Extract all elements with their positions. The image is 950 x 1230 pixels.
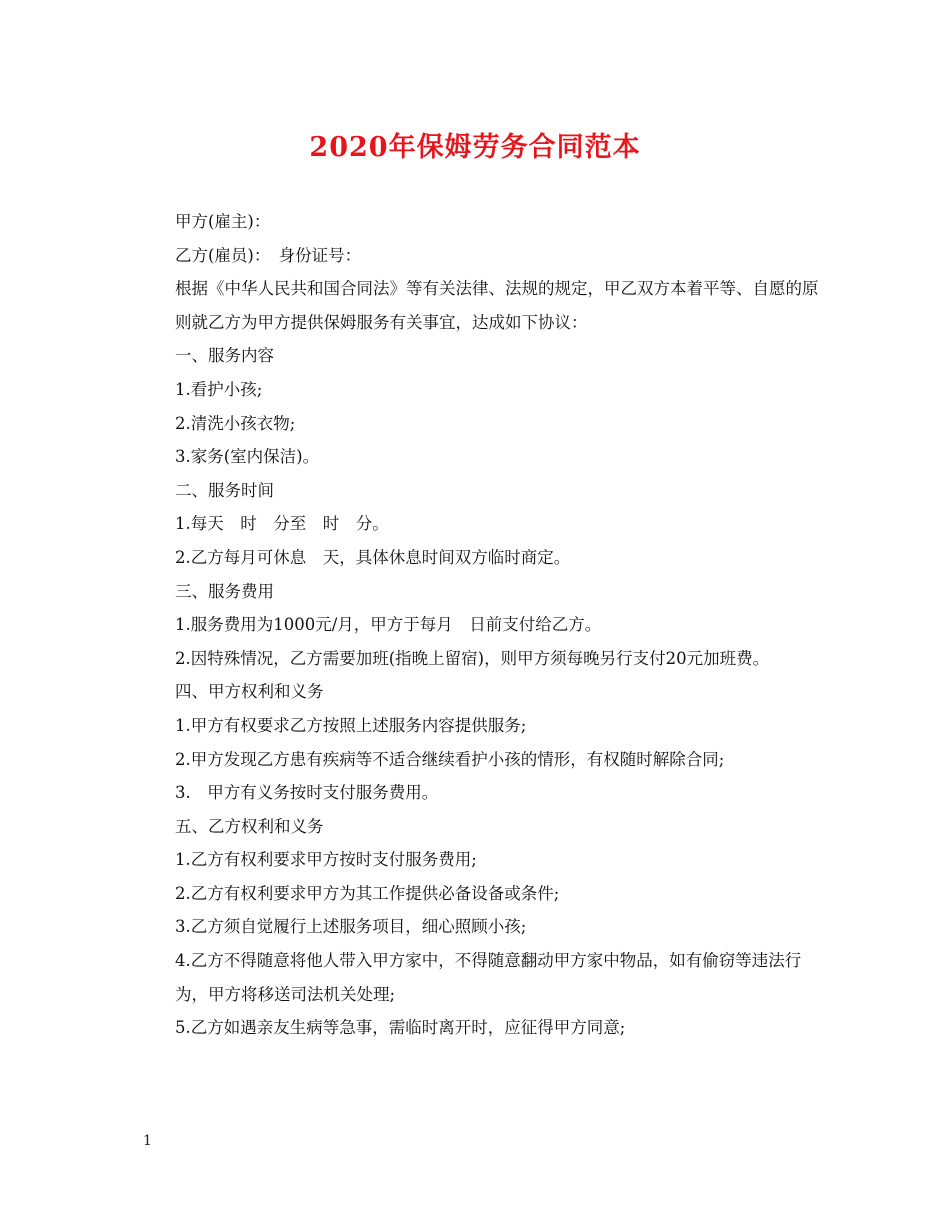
- clause-item: 1.乙方有权利要求甲方按时支付服务费用;: [175, 850, 477, 870]
- clause-item: 2.乙方有权利要求甲方为其工作提供必备设备或条件;: [175, 883, 560, 903]
- page-number: 1: [143, 1133, 152, 1149]
- preamble-paragraph: 根据《中华人民共和国合同法》等有关法律、法规的规定，甲乙双方本着平等、自愿的原则就乙方为甲方提供保姆服务有关事宜，达成如下协议：: [175, 279, 819, 332]
- document-body: [140, 205, 830, 1045]
- section-heading: 三、服务费用: [175, 581, 274, 601]
- clause-item: 2.甲方发现乙方患有疾病等不适合继续看护小孩的情形，有权随时解除合同;: [175, 749, 725, 769]
- clause-item: 2.清洗小孩衣物;: [175, 413, 296, 433]
- section-heading: 四、甲方权利和义务: [175, 682, 324, 702]
- clause-item: 2.乙方每月可休息 天，具体休息时间双方临时商定。: [175, 547, 571, 567]
- party-b-line: 乙方(雇员)： 身份证号：: [175, 245, 362, 265]
- party-a-line: 甲方(雇主)：: [175, 212, 271, 231]
- clause-item: 3. 甲方有义务按时支付服务费用。: [175, 783, 439, 803]
- document-title: 2020年保姆劳务合同范本: [309, 132, 641, 163]
- clause-item: 1.服务费用为1000元/月，甲方于每月 日前支付给乙方。: [175, 615, 602, 635]
- clause-item: 3.乙方须自觉履行上述服务项目，细心照顾小孩;: [175, 917, 527, 937]
- clause-item: 5.乙方如遇亲友生病等急事，需临时离开时，应征得甲方同意;: [175, 1018, 626, 1038]
- section-heading: 二、服务时间: [175, 480, 274, 500]
- section-heading: 一、服务内容: [175, 346, 274, 366]
- clause-item: 1.看护小孩;: [175, 379, 263, 399]
- clause-item: 4.乙方不得随意将他人带入甲方家中，不得随意翻动甲方家中物品，如有偷窃等违法行为，甲方将移送司法机关处理;: [175, 951, 802, 1004]
- clause-item: 1.甲方有权要求乙方按照上述服务内容提供服务;: [175, 715, 527, 735]
- clause-item: 3.家务(室内保洁)。: [175, 447, 320, 467]
- section-heading: 五、乙方权利和义务: [175, 816, 324, 836]
- clause-item: 2.因特殊情况，乙方需要加班(指晚上留宿)，则甲方须每晚另行支付20元加班费。: [175, 648, 770, 668]
- clause-item: 1.每天 时 分至 时 分。: [175, 514, 389, 534]
